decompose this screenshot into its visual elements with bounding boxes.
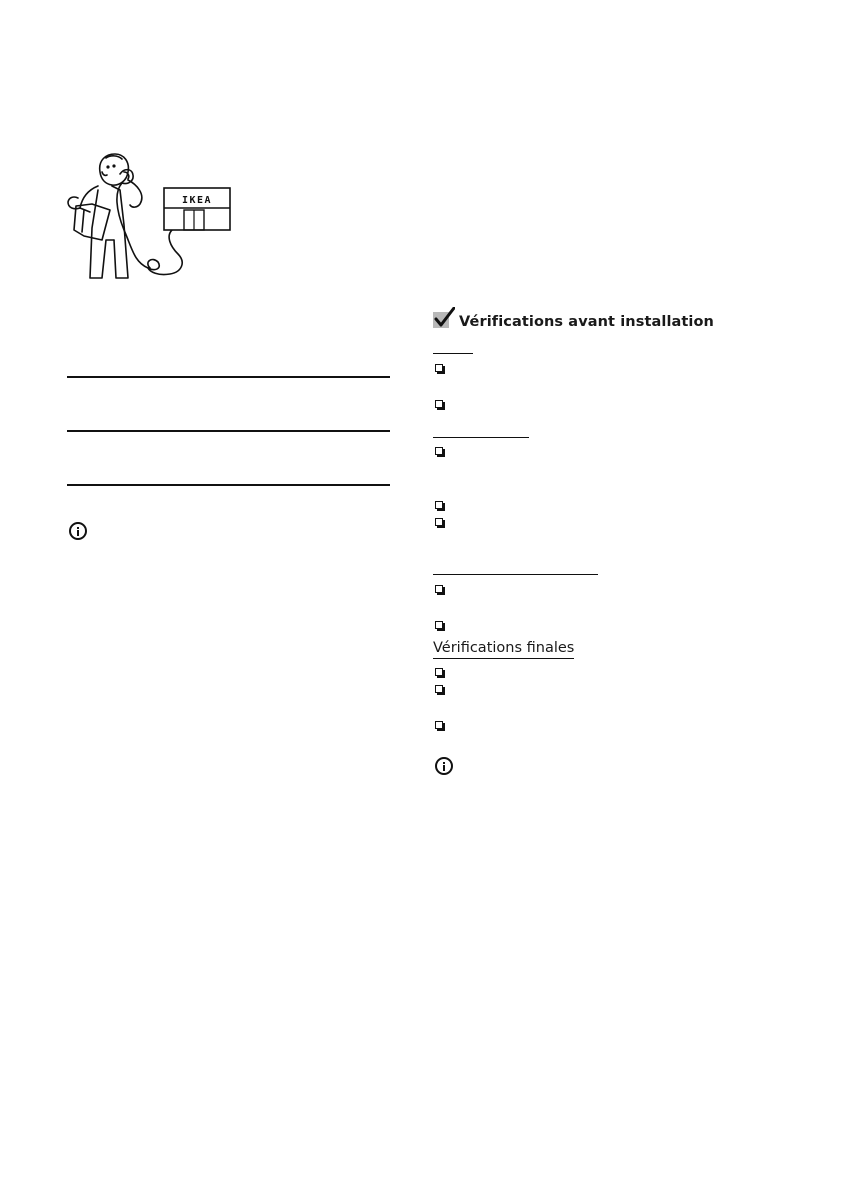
section-header-line-3	[433, 574, 598, 575]
checkbox-icon[interactable]	[435, 447, 445, 457]
section-header-line-2	[433, 437, 529, 438]
checkbox-icon[interactable]	[435, 668, 445, 678]
checkbox-icon[interactable]	[435, 621, 445, 631]
final-checks-label: Vérifications finales	[433, 640, 574, 659]
checkbox-icon[interactable]	[435, 585, 445, 595]
checkbox-icon[interactable]	[435, 400, 445, 410]
section-header-line-1	[433, 353, 473, 354]
info-icon	[69, 522, 87, 540]
checkbox-icon[interactable]	[435, 501, 445, 511]
write-in-line-1	[67, 376, 390, 378]
ikea-support-illustration	[62, 150, 234, 285]
checkbox-icon[interactable]	[435, 685, 445, 695]
write-in-line-3	[67, 484, 390, 486]
ikea-store-sign: IKEA	[181, 195, 213, 206]
checkbox-icon[interactable]	[435, 364, 445, 374]
check-mark-icon	[433, 307, 455, 329]
info-icon	[435, 757, 453, 775]
write-in-line-2	[67, 430, 390, 432]
checkbox-icon[interactable]	[435, 721, 445, 731]
checklist-heading: Vérifications avant installation	[459, 314, 714, 330]
checkbox-icon[interactable]	[435, 518, 445, 528]
